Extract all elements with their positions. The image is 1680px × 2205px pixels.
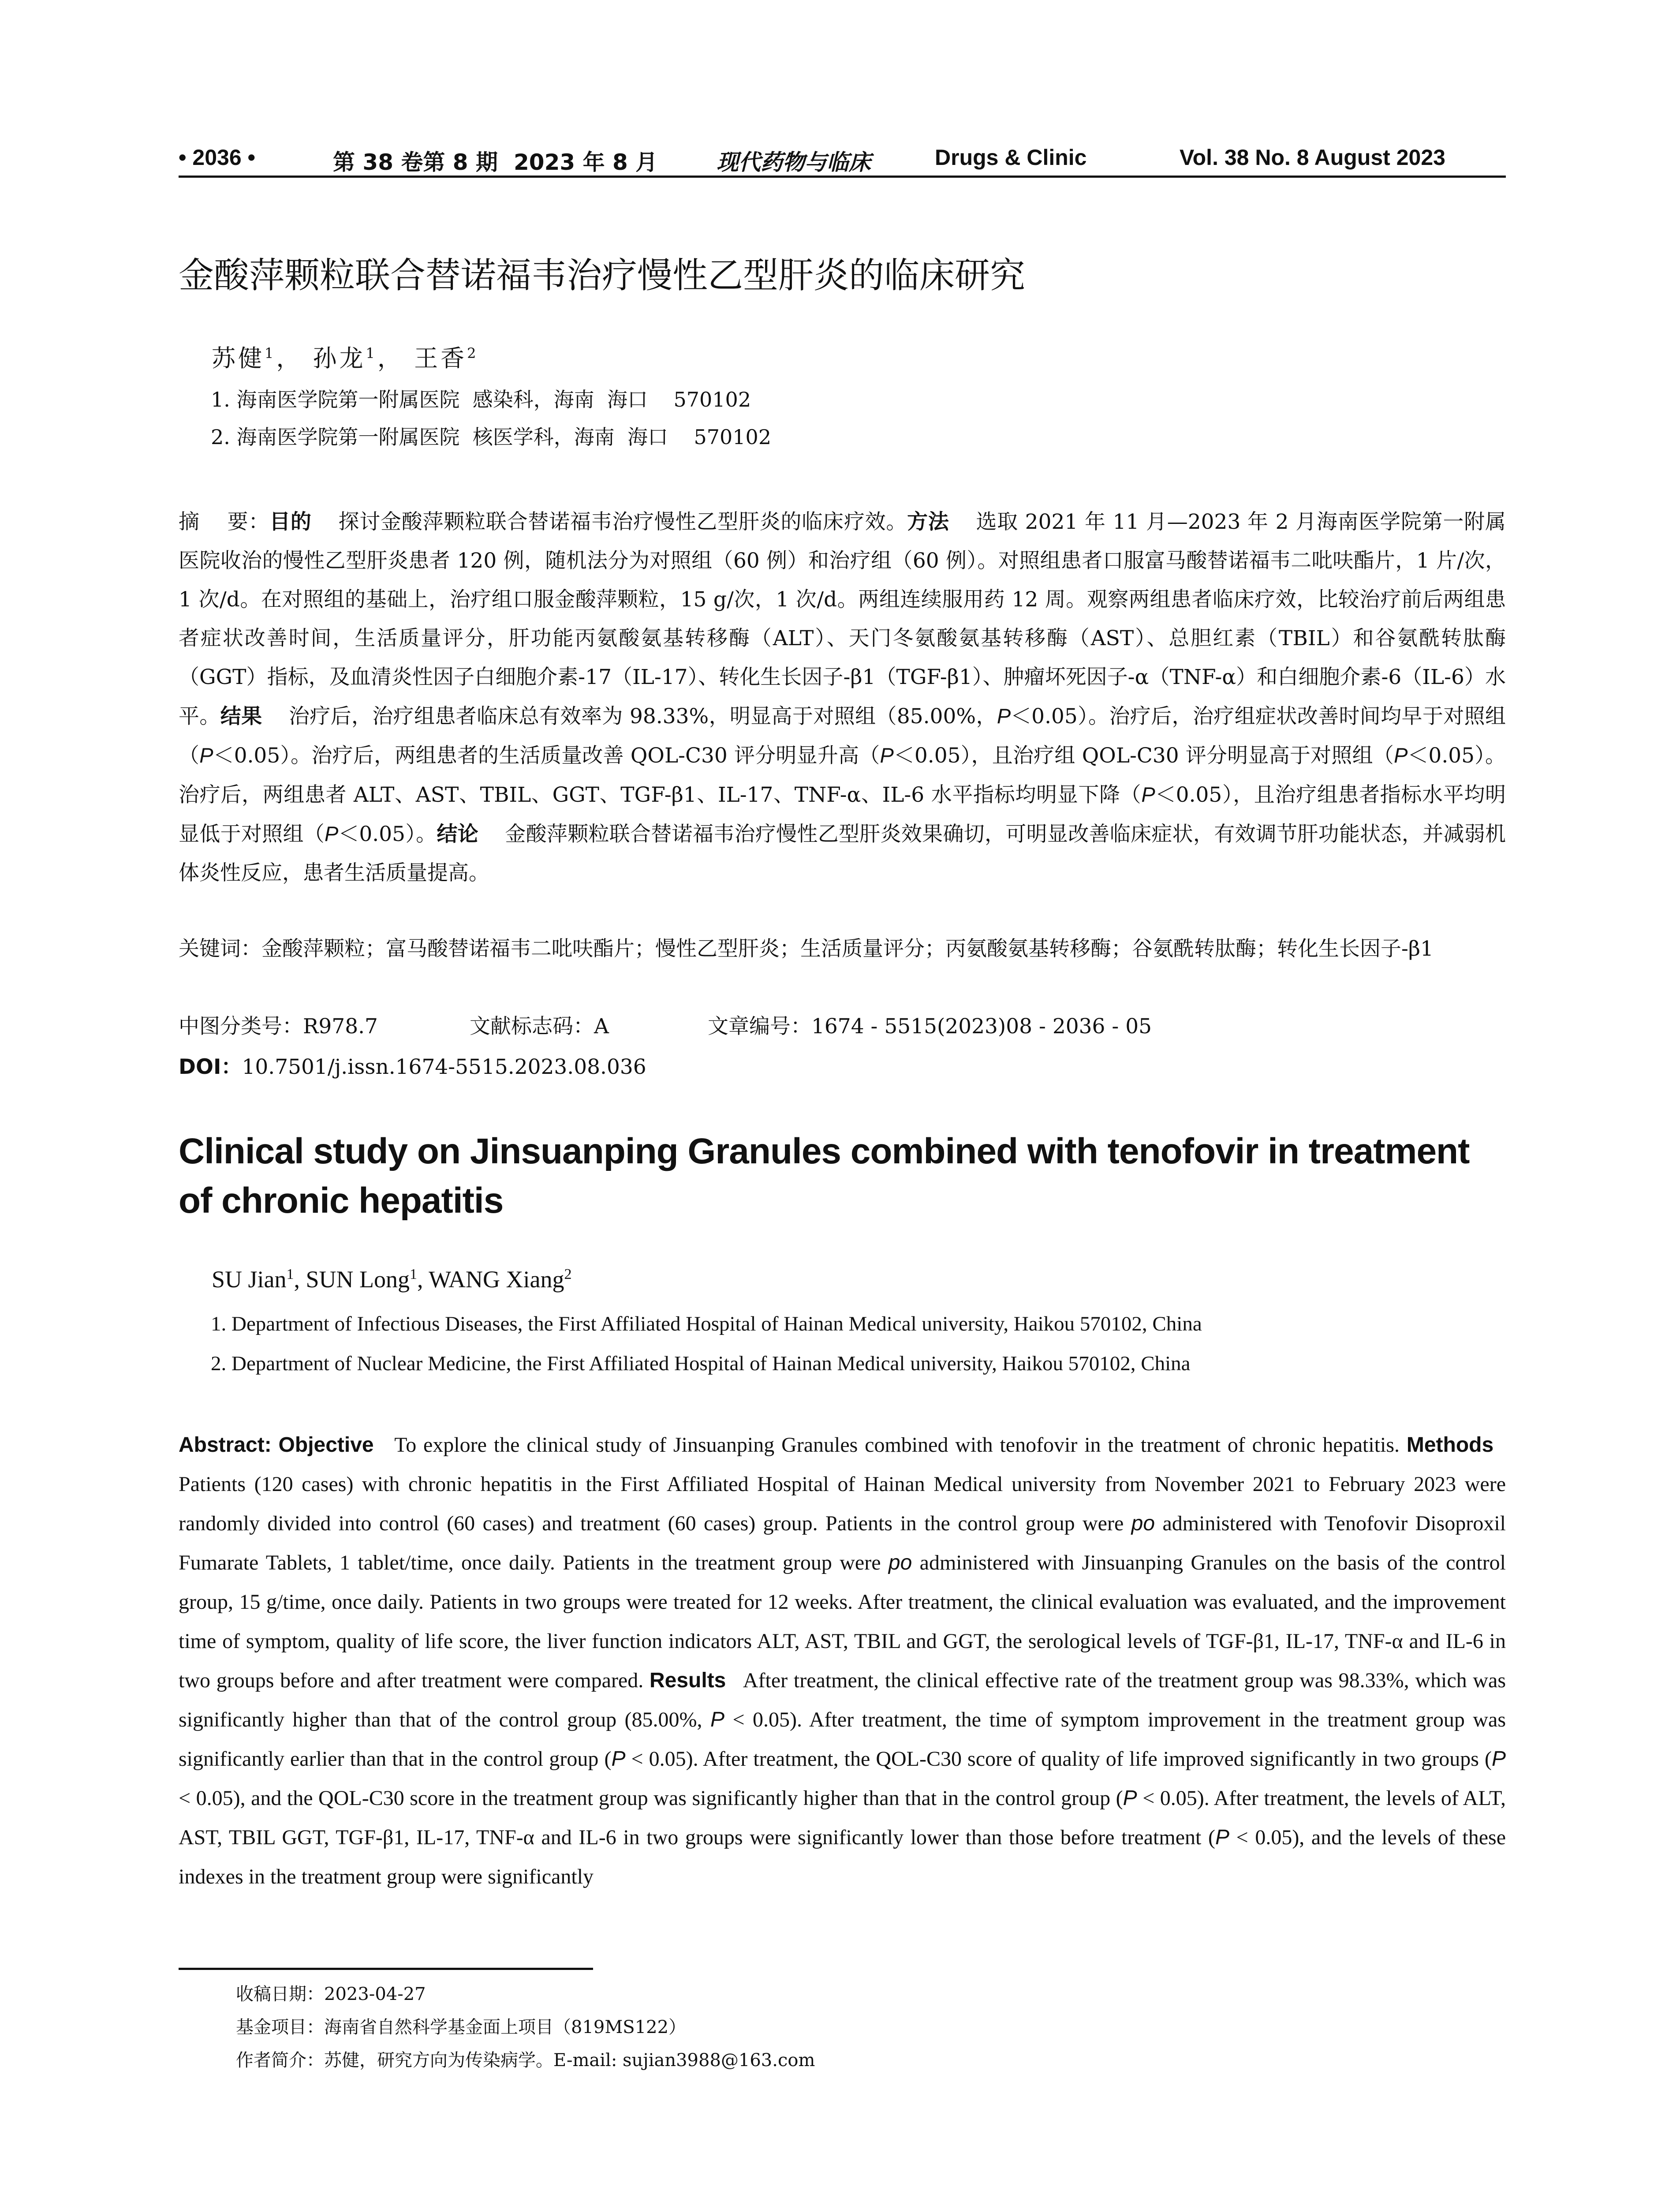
cn-results-text-2: ＜0.05）。治疗后，治疗组症状改善时间均早于对照组（ [179,704,1506,768]
en-methods-text-3: administered with Jinsuanping Granules on the basis of the control group, 15 g/time, once daily. Patients in two groups were treated for 12 weeks. After treatment, the clinical evaluation was evaluated, and the improvement time of symptom, quality of life score, the liver function indicators ALT, AST, TBIL and GGT, the serological levels of TGF-β1, IL-17, TNF-α and IL-6 in two groups before and after treatment were compared. [179,1551,1506,1692]
cn-keywords [179,930,1506,968]
en-objective-label: Objective [278,1433,374,1457]
fund-text: 海南省自然科学基金面上项目（819MS122） [324,2017,687,2037]
doi [179,1050,646,1080]
cn-conclusion-label: 结论 [437,822,479,846]
cn-author-2: 孙龙 [313,344,366,372]
cn-author-2-affil: 1 [366,345,377,362]
cn-author-3: 王香 [414,344,467,372]
p-symbol: P [1215,1826,1229,1849]
po-abbrev: po [1131,1512,1155,1535]
en-objective-text: To explore the clinical study of Jinsuanping Granules combined with tenofovir in the treatment of chronic hepatitis. [394,1433,1400,1457]
en-affiliation-1: 1. Department of Infectious Diseases, the First Affiliated Hospital of Hainan Medical university, Haikou 570102, China [211,1312,1202,1335]
author-separator: ， [377,344,404,372]
en-author-3-affil: 2 [564,1266,572,1282]
p-symbol: P [325,822,339,845]
cn-title: 金酸萍颗粒联合替诺福韦治疗慢性乙型肝炎的临床研究 [179,255,1025,296]
cn-keywords-text: 金酸萍颗粒；富马酸替诺福韦二吡呋酯片；慢性乙型肝炎；生活质量评分；丙氨酸氨基转移酶；谷氨酰转肽酶；转化生长因子-β1 [261,937,1434,961]
en-author-2-affil: 1 [410,1266,418,1282]
fund-label: 基金项目： [236,2017,324,2037]
en-author-2: SUN Long [306,1266,410,1293]
p-symbol: P [710,1708,725,1731]
cn-results-text-4: ＜0.05），且治疗组 QOL-C30 评分明显高于对照组（ [893,744,1394,768]
cn-results-text-6: ＜0.05），且治疗组患者指标水平均明显低于对照组（ [179,783,1506,846]
cn-methods-label: 方法 [907,510,949,534]
cn-abstract [179,503,1506,893]
article-no-value: 1674 - 5515(2023)08 - 2036 - 05 [811,1014,1152,1039]
footnote-received [236,1980,426,2005]
header-rule [179,176,1506,178]
cn-authors [212,340,478,374]
doc-code-label: 文献标志码： [470,1014,594,1039]
cn-author-1-affil: 1 [265,345,276,362]
clc-label: 中图分类号： [179,1014,303,1039]
header-date-cn: 2023 年 8 月 [514,149,658,175]
header-volume-cn: 第 38 卷第 8 期 [333,149,498,175]
p-symbol: P [199,744,213,767]
en-methods-text-2: administered with Tenofovir Disoproxil Fumarate Tablets, 1 tablet/time, once daily. Patients in the treatment group were [179,1512,1506,1574]
cn-objective-label: 目的 [269,510,312,534]
doi-label: DOI： [179,1055,242,1079]
en-methods-text-1: Patients (120 cases) with chronic hepatitis in the First Affiliated Hospital of Hainan Medical university from November 2021 to February 2023 were randomly divided into control (60 cases) and treatment (60 cases) group. Patients in the control group were [179,1472,1506,1535]
header-journal-en: Drugs & Clinic [935,145,1087,170]
author-bio-label: 作者简介： [236,2050,324,2070]
en-results-text-4: < 0.05), and the QOL-C30 score in the treatment group was significantly higher than that in the control group ( [179,1786,1123,1810]
en-methods-label: Methods [1406,1433,1494,1457]
en-results-text-5: < 0.05). After treatment, the levels of ALT, AST, TBIL GGT, TGF-β1, IL-17, TNF-α and IL-6 in two groups were significantly lower than those before treatment ( [179,1786,1506,1849]
cn-results-text-1: 治疗后，治疗组患者临床总有效率为 98.33%，明显高于对照组（85.00%， [288,704,997,729]
cn-results-text-7: ＜0.05）。 [338,822,437,846]
header-volume-en: Vol. 38 No. 8 August 2023 [1180,145,1445,170]
cn-results-text-3: ＜0.05）。治疗后，两组患者的生活质量改善 QOL-C30 评分明显升高（ [213,744,880,768]
en-results-label: Results [649,1669,726,1692]
page-number: • 2036 • [179,145,256,170]
en-author-3: WANG Xiang [429,1266,564,1293]
p-symbol: P [1394,744,1408,767]
cn-classification [179,1010,1152,1039]
en-results-text-2: < 0.05). After treatment, the time of symptom improvement in the treatment group was significantly earlier than that in the control group ( [179,1708,1506,1771]
author-separator: ， [276,344,303,372]
received-date: 2023-04-27 [324,1984,426,2004]
cn-objective-text: 探讨金酸萍颗粒联合替诺福韦治疗慢性乙型肝炎的临床疗效。 [338,510,907,534]
cn-methods-text: 选取 2021 年 11 月—2023 年 2 月海南医学院第一附属医院收治的慢性乙型肝炎患者 120 例，随机法分为对照组（60 例）和治疗组（60 例）。对照组患者口服富马酸替诺福韦二吡呋酯片，1 片/次，1 次/d。在对照组的基础上，治疗组口服金酸萍颗粒，15 g/次，1 次/d。两组连续服用药 12 周。观察两组患者临床疗效，比较治疗前后两组患者症状改善时间，生活质量评分，肝功能丙氨酸氨基转移酶（ALT）、天门冬氨酸氨基转移酶（AST）、总胆红素（TBIL）和谷氨酰转肽酶（GGT）指标，及血清炎性因子白细胞介素-17（IL-17）、转化生长因子-β1（TGF-β1）、肿瘤坏死因子-α（TNF-α）和白细胞介素-6（IL-6）水平。 [179,510,1506,729]
en-results-text-3: < 0.05). After treatment, the QOL-C30 score of quality of life improved significantly in two groups ( [631,1747,1492,1771]
en-results-text-1: After treatment, the clinical effective rate of the treatment group was 98.33%, which was significantly higher than that of the control group (85.00%, [179,1669,1506,1731]
doc-code-value: A [594,1014,609,1039]
footnote-fund [236,2013,686,2038]
p-symbol: P [997,704,1011,728]
header-journal-cn: 现代药物与临床 [717,149,871,175]
article-no-label: 文章编号： [708,1014,811,1039]
po-abbrev: po [888,1551,912,1574]
p-symbol: P [880,744,894,767]
cn-affiliation-2: 2. 海南医学院第一附属医院 核医学科，海南 海口 570102 [211,425,772,449]
en-authors [212,1266,572,1293]
cn-results-text-5: ＜0.05）。治疗后，两组患者 ALT、AST、TBIL、GGT、TGF-β1、IL-17、TNF-α、IL-6 水平指标均明显下降（ [179,744,1506,807]
p-symbol: P [1141,783,1155,806]
cn-conclusion-text: 金酸萍颗粒联合替诺福韦治疗慢性乙型肝炎效果确切，可明显改善临床症状，有效调节肝功能状态，并减弱机体炎性反应，患者生活质量提高。 [179,822,1506,885]
footnote-author [236,2046,815,2071]
en-author-1-affil: 1 [286,1266,294,1282]
running-header [179,140,1506,176]
author-separator: , [417,1266,429,1293]
cn-affiliation-1: 1. 海南医学院第一附属医院 感染科，海南 海口 570102 [211,388,751,411]
author-bio-text: 苏健，研究方向为传染病学。E-mail: sujian3988@163.com [324,2050,815,2070]
en-author-1: SU Jian [212,1266,287,1293]
en-abstract-label: Abstract: [179,1433,272,1457]
cn-author-1: 苏健 [212,344,265,372]
en-results-text-6: < 0.05), and the levels of these indexes in the treatment group were significantly [179,1826,1506,1888]
author-separator: , [294,1266,306,1293]
doi-value: 10.7501/j.issn.1674-5515.2023.08.036 [242,1055,646,1079]
cn-abstract-label: 摘 要： [179,510,270,534]
en-title: Clinical study on Jinsuanping Granules combined with tenofovir in treatment of chronic hepatitis [179,1131,1470,1221]
footnote-rule [179,1968,593,1970]
en-abstract [179,1425,1506,1896]
cn-keywords-label: 关键词： [179,937,261,961]
p-symbol: P [1492,1747,1506,1771]
p-symbol: P [1123,1786,1137,1810]
cn-author-3-affil: 2 [467,345,479,362]
en-affiliation-2: 2. Department of Nuclear Medicine, the First Affiliated Hospital of Hainan Medical university, Haikou 570102, China [211,1352,1191,1375]
cn-results-label: 结果 [220,704,262,729]
p-symbol: P [611,1747,626,1771]
received-label: 收稿日期： [236,1984,324,2004]
clc-value: R978.7 [303,1014,378,1039]
